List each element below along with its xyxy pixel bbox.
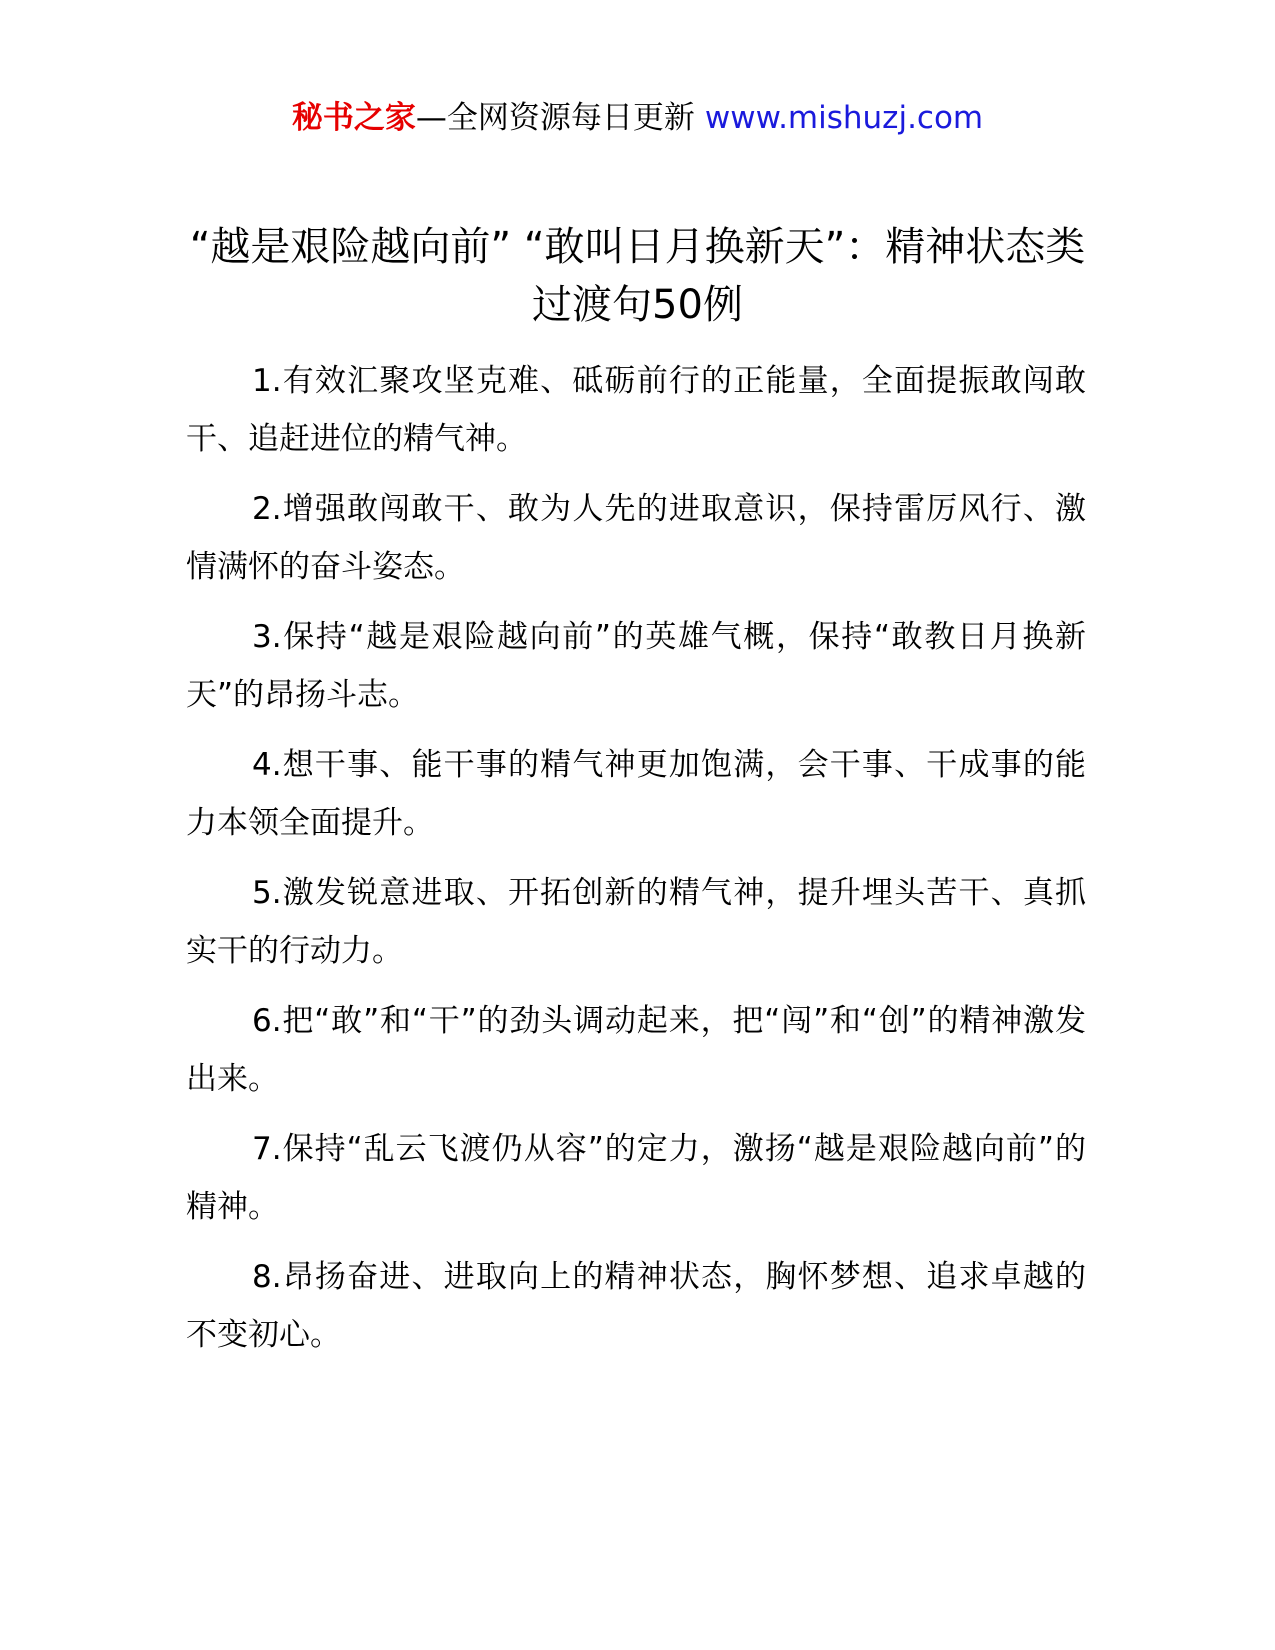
paragraph: 4.想干事、能干事的精气神更加饱满，会干事、干成事的能力本领全面提升。 — [186, 747, 1086, 841]
site-tagline: —全网资源每日更新 — [415, 100, 695, 136]
document-title: “越是艰险越向前” “敢叫日月换新天”：精神状态类过渡句50例 — [189, 224, 1086, 328]
site-url-link[interactable]: www.mishuzj.com — [704, 100, 984, 136]
site-brand: 秘书之家 — [291, 100, 416, 136]
paragraph: 6.把“敢”和“干”的劲头调动起来，把“闯”和“创”的精神激发出来。 — [186, 1003, 1086, 1097]
paragraph: 5.激发锐意进取、开拓创新的精气神，提升埋头苦干、真抓实干的行动力。 — [186, 875, 1086, 969]
paragraph: 2.增强敢闯敢干、敢为人先的进取意识，保持雷厉风行、激情满怀的奋斗姿态。 — [186, 491, 1086, 585]
paragraph: 7.保持“乱云飞渡仍从容”的定力，激扬“越是艰险越向前”的精神。 — [186, 1131, 1086, 1225]
site-header — [0, 98, 1275, 138]
paragraph: 8.昂扬奋进、进取向上的精神状态，胸怀梦想、追求卓越的不变初心。 — [186, 1259, 1086, 1353]
document-body — [186, 352, 1086, 1376]
paragraph: 3.保持“越是艰险越向前”的英雄气概，保持“敢教日月换新天”的昂扬斗志。 — [186, 619, 1086, 713]
paragraph: 1.有效汇聚攻坚克难、砥砺前行的正能量，全面提振敢闯敢干、追赶进位的精气神。 — [186, 363, 1086, 457]
